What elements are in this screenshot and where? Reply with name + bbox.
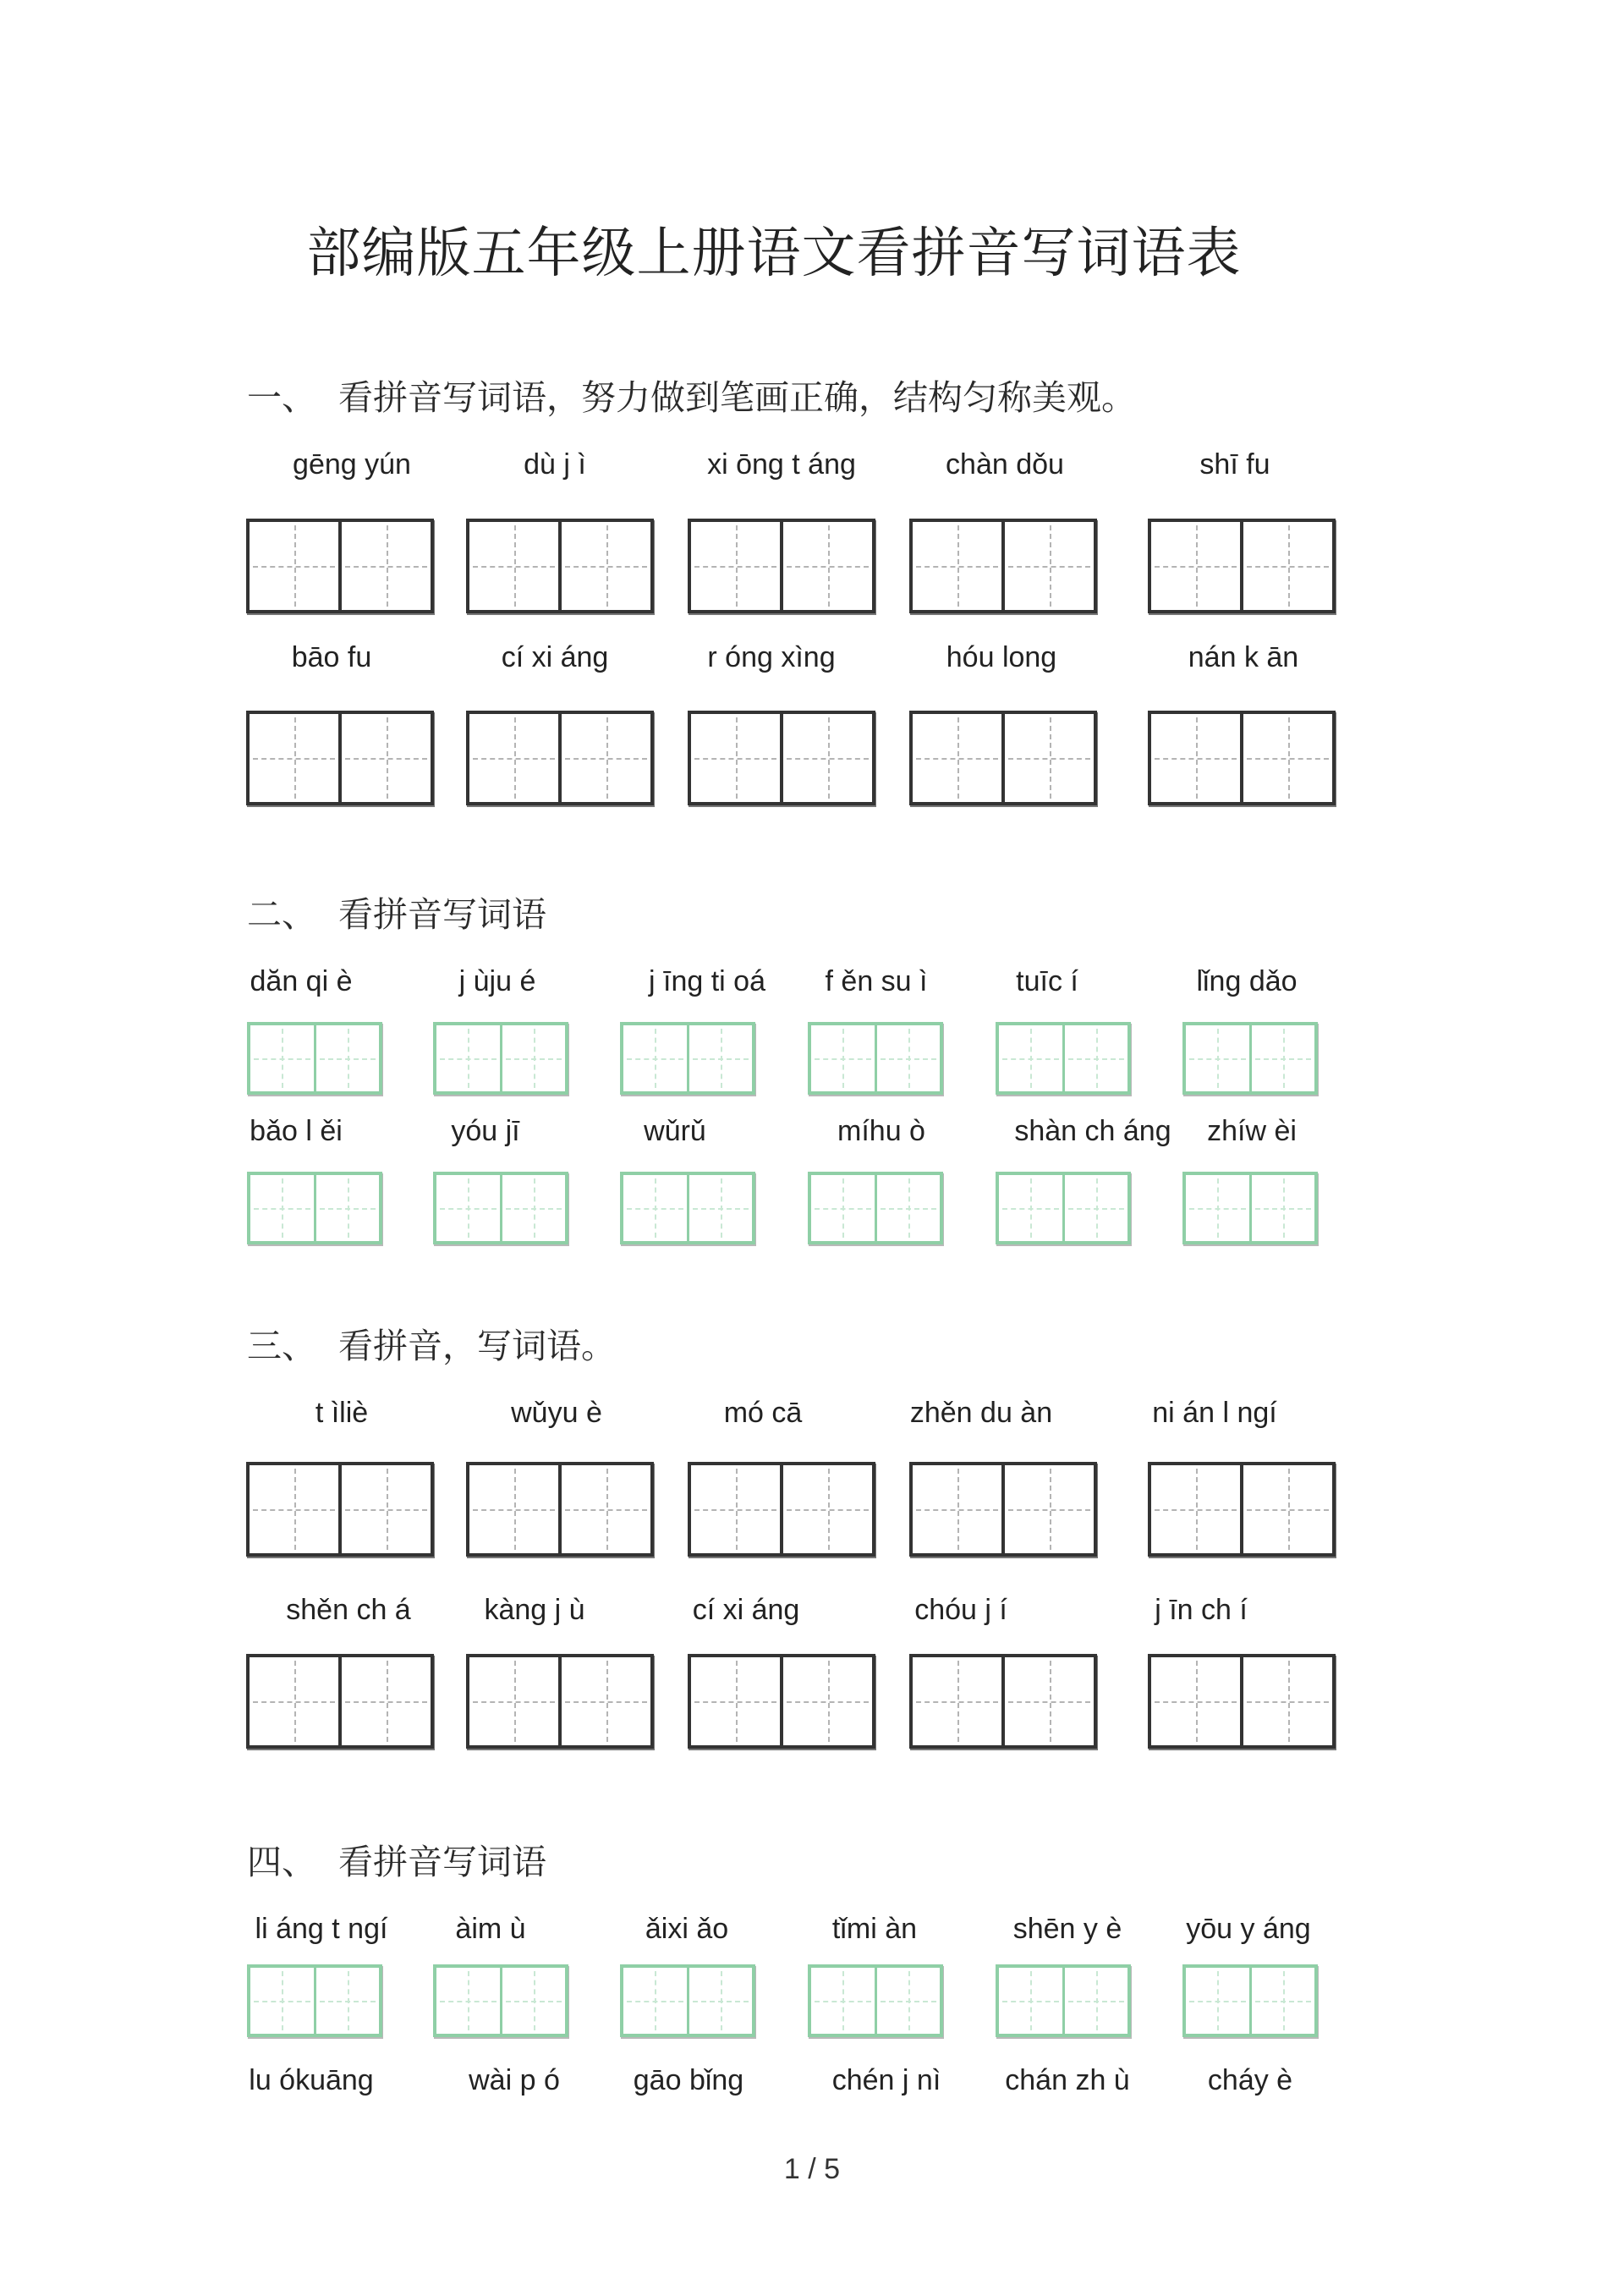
writing-box[interactable] [909, 1654, 1097, 1749]
section-number: 二、 [247, 894, 316, 935]
writing-box[interactable] [1182, 1964, 1318, 2037]
pinyin-label: yóu jī [451, 1115, 520, 1147]
pinyin-label: cí xi áng [692, 1594, 800, 1626]
writing-box[interactable] [909, 519, 1097, 613]
section-heading [247, 1834, 546, 1884]
pinyin-label: t ìliè [315, 1397, 369, 1429]
writing-box[interactable] [433, 1964, 568, 2037]
pinyin-label: chàn dǒu [946, 448, 1064, 481]
writing-box[interactable] [466, 1462, 654, 1557]
pinyin-label: xi ōng t áng [707, 448, 856, 481]
pinyin-label: wǔrǔ [644, 1115, 706, 1147]
section-heading [247, 1318, 616, 1368]
writing-box[interactable] [246, 711, 434, 805]
writing-box[interactable] [1148, 1654, 1336, 1749]
section-heading [247, 887, 546, 937]
page-title: 部编版五年级上册语文看拼音写词语表 [306, 222, 1242, 285]
pinyin-label: f ěn su ì [825, 965, 928, 997]
writing-box[interactable] [1148, 519, 1336, 613]
pinyin-label: wài p ó [469, 2064, 560, 2096]
writing-box[interactable] [688, 519, 875, 613]
writing-box[interactable] [688, 711, 875, 805]
section-number: 一、 [247, 377, 316, 418]
pinyin-label: li áng t ngí [255, 1913, 388, 1945]
pinyin-label: míhu ò [837, 1115, 925, 1147]
pinyin-label: lǐng dǎo [1196, 965, 1298, 997]
pinyin-label: yōu y áng [1186, 1913, 1311, 1945]
pinyin-label: r óng xìng [707, 641, 836, 673]
pinyin-label: mó cā [723, 1397, 803, 1429]
section-heading [247, 370, 1136, 420]
section-number: 三、 [247, 1326, 316, 1366]
pinyin-label: shēn y è [1012, 1913, 1122, 1945]
pinyin-label: tǐmi àn [831, 1913, 918, 1945]
pinyin-label: zhíw èi [1207, 1115, 1297, 1147]
writing-box[interactable] [996, 1964, 1131, 2037]
pinyin-label: chán zh ù [1005, 2064, 1130, 2096]
writing-box[interactable] [808, 1172, 943, 1244]
writing-box[interactable] [466, 1654, 654, 1749]
writing-box[interactable] [909, 711, 1097, 805]
section-number: 四、 [247, 1842, 316, 1882]
writing-box[interactable] [247, 1022, 382, 1095]
writing-box[interactable] [1182, 1022, 1318, 1095]
pinyin-label: shěn ch á [286, 1594, 411, 1626]
pinyin-label: j īng ti oá [649, 965, 765, 997]
section-instruction: 看拼音，写词语。 [338, 1326, 616, 1366]
pinyin-label: ni án l ngí [1152, 1397, 1277, 1429]
writing-box[interactable] [466, 519, 654, 613]
writing-box[interactable] [620, 1022, 755, 1095]
writing-box[interactable] [620, 1172, 755, 1244]
pinyin-label: bāo fu [291, 641, 372, 673]
pinyin-label: cí xi áng [501, 641, 609, 673]
pinyin-label: shàn ch áng [1014, 1115, 1171, 1147]
pinyin-label: dăn qi è [250, 965, 353, 997]
writing-box[interactable] [433, 1172, 568, 1244]
writing-box[interactable] [688, 1462, 875, 1557]
writing-box[interactable] [433, 1022, 568, 1095]
pinyin-label: wǔyu è [511, 1397, 602, 1429]
pinyin-label: j ùju é [458, 965, 536, 997]
pinyin-label: ǎixi ǎo [645, 1913, 729, 1945]
pinyin-label: tuīc í [1016, 965, 1078, 997]
section-instruction: 看拼音写词语，努力做到笔画正确，结构匀称美观。 [338, 377, 1136, 418]
pinyin-label: chóu j í [914, 1594, 1007, 1626]
pinyin-label: àim ù [455, 1913, 526, 1945]
pinyin-label: zhěn du àn [909, 1397, 1053, 1429]
writing-box[interactable] [247, 1964, 382, 2037]
writing-box[interactable] [808, 1964, 943, 2037]
writing-box[interactable] [1148, 1462, 1336, 1557]
writing-box[interactable] [466, 711, 654, 805]
pinyin-label: lu ókuāng [249, 2064, 374, 2096]
writing-box[interactable] [1148, 711, 1336, 805]
writing-box[interactable] [808, 1022, 943, 1095]
writing-box[interactable] [247, 1172, 382, 1244]
pinyin-label: chén j nì [831, 2064, 941, 2096]
writing-box[interactable] [909, 1462, 1097, 1557]
pinyin-label: gāo bǐng [633, 2064, 744, 2096]
page-number: 1 / 5 [783, 2153, 841, 2185]
writing-box[interactable] [996, 1022, 1131, 1095]
pinyin-label: bǎo l ěi [250, 1115, 343, 1147]
pinyin-label: j īn ch í [1155, 1594, 1248, 1626]
section-instruction: 看拼音写词语 [338, 894, 546, 935]
pinyin-label: cháy è [1207, 2064, 1293, 2096]
pinyin-label: hóu long [946, 641, 1057, 673]
writing-box[interactable] [246, 1654, 434, 1749]
writing-box[interactable] [246, 1462, 434, 1557]
writing-box[interactable] [1182, 1172, 1318, 1244]
writing-box[interactable] [996, 1172, 1131, 1244]
pinyin-label: kàng j ù [484, 1594, 585, 1626]
pinyin-label: nán k ān [1188, 641, 1299, 673]
pinyin-label: shī fu [1199, 448, 1270, 481]
pinyin-label: dù j ì [524, 448, 586, 481]
pinyin-label: gēng yún [293, 448, 411, 481]
writing-box[interactable] [246, 519, 434, 613]
section-instruction: 看拼音写词语 [338, 1842, 546, 1882]
writing-box[interactable] [688, 1654, 875, 1749]
writing-box[interactable] [620, 1964, 755, 2037]
